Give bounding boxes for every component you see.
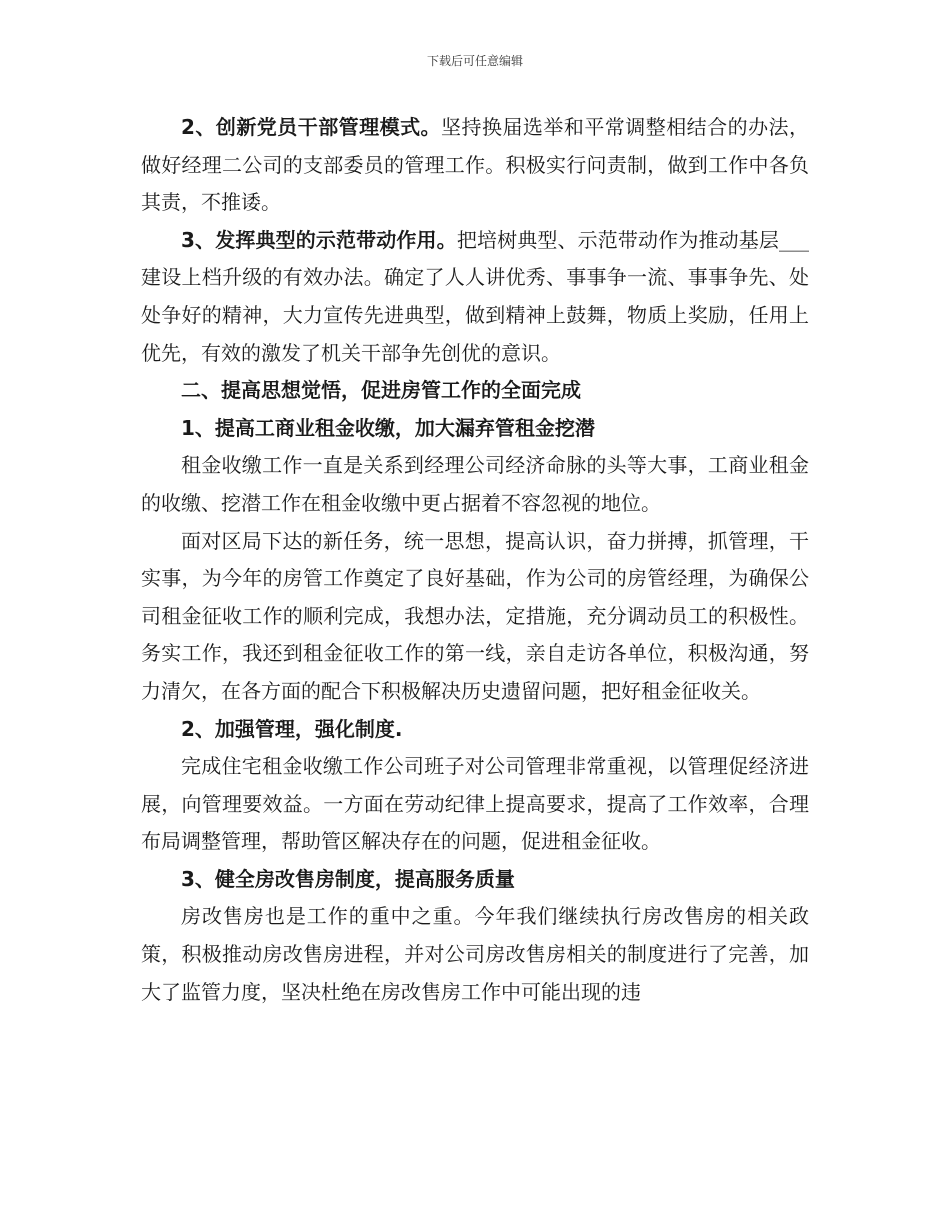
document-body [141, 109, 809, 1011]
paragraph-lead: 3、发挥典型的示范带动作用。 [181, 227, 457, 252]
subsection-heading: 1、提高工商业租金收缴，加大漏弃管租金挖潜 [181, 415, 595, 440]
paragraph-party-management [141, 109, 809, 222]
paragraph-lead: 2、创新党员干部管理模式。 [181, 115, 442, 139]
paragraph-text: 租金收缴工作一直是关系到经理公司经济命脉的头等大事，工商业租金的收缴、挖潜工作在租金收缴中更占据着不容忽视的地位。 [141, 453, 809, 515]
paragraph-role-model [141, 222, 809, 372]
paragraph-text: 面对区局下达的新任务，统一思想，提高认识，奋力拼搏，抓管理，干实事，为今年的房管工作奠定了良好基础，作为公司的房管经理，为确保公司租金征收工作的顺利完成，我想办法，定措施，充分调动员工的积极性。务实工作，我还到租金征收工作的第一线，亲自走访各单位，积极沟通，努力清欠，在各方面的配合下积极解决历史遗留问题，把好租金征收关。 [141, 528, 809, 703]
subsection-heading: 3、健全房改售房制度，提高服务质量 [181, 866, 515, 891]
section-heading: 二、提高思想觉悟，促进房管工作的全面完成 [181, 378, 581, 403]
paragraph-text: 房改售房也是工作的重中之重。今年我们继续执行房改售房的相关政策，积极推动房改售房进程，并对公司房改售房相关的制度进行了完善，加大了监管力度，坚决杜绝在房改售房工作中可能出现的违 [141, 904, 809, 1004]
page-header: 下载后可任意编辑 [426, 54, 523, 68]
paragraph-text: 完成住宅租金收缴工作公司班子对公司管理非常重视，以管理促经济进展，向管理要效益。一方面在劳动纪律上提高要求，提高了工作效率，合理布局调整管理，帮助管区解决存在的问题，促进租金征收。 [141, 754, 809, 854]
paragraph-text: 坚持换届选举和平常调整相结合的办法，做好经理二公司的支部委员的管理工作。积极实行问责制，做到工作中各负其责，不推诿。 [141, 115, 810, 215]
paragraph-text: 把培树典型、示范带动作为推动基层___建设上档升级的有效办法。确定了人人讲优秀、事事争一流、事事争先、处处争好的精神，大力宣传先进典型，做到精神上鼓舞，物质上奖励，任用上优先，有效的激发了机关干部争先创优的意识。 [141, 227, 810, 365]
subsection-heading: 2、加强管理，强化制度. [181, 716, 403, 741]
